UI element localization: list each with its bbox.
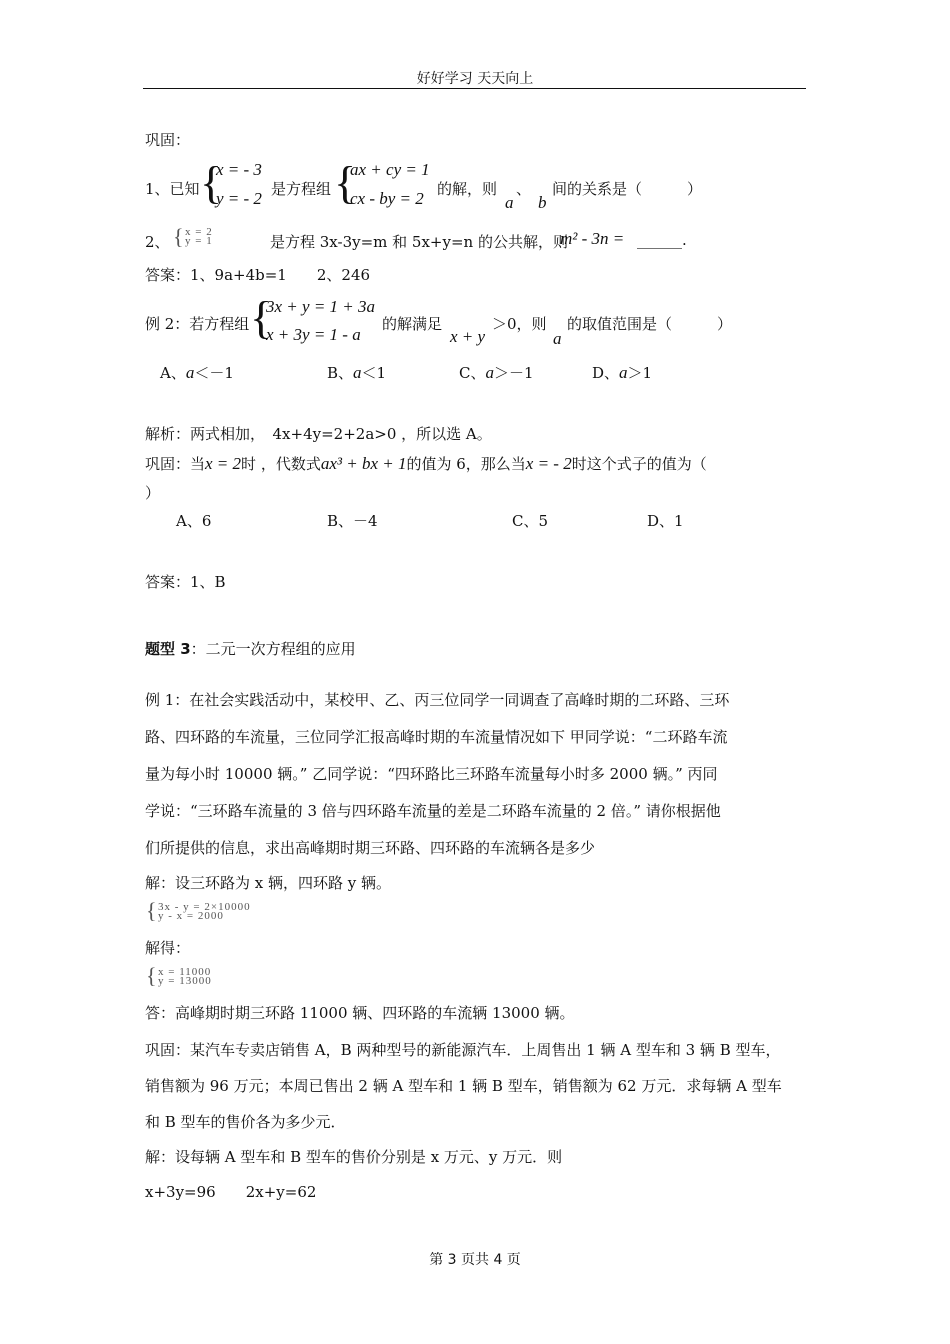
q2-brace: { bbox=[173, 224, 184, 249]
q1-sys2-line1: ax + cy = 1 bbox=[350, 160, 430, 179]
c3-line2: 销售额为 96 万元；本周已售出 2 辆 A 型车和 1 辆 B 型车，销售额为 62 万元．求每辆 A 型车 bbox=[145, 1077, 782, 1095]
ex2-analysis: 解析：两式相加， 4x+4y=2+2a>0 ，所以选 A。 bbox=[145, 425, 492, 443]
q2-blur-line2: y = 1 bbox=[185, 235, 213, 247]
ex1-line3: 量为每小时 10000 辆。” 乙同学说：“四环路比三环路车流量每小时多 2000 辆。” 丙同 bbox=[145, 765, 718, 783]
q2-prefix: 2、 bbox=[145, 233, 170, 251]
q1-var-a: a bbox=[505, 193, 514, 212]
ex1-line4: 学说：“三环路车流量的 3 倍与四环路车流量的差是二环路车流量的 2 倍。” 请你根据他 bbox=[145, 802, 721, 820]
c3-line3: 和 B 型车的售价各为多少元． bbox=[145, 1113, 346, 1131]
c2-close-paren: ） bbox=[145, 484, 161, 502]
ex2-var: a bbox=[553, 329, 562, 348]
page-footer: 第 3 页共 4 页 bbox=[429, 1252, 521, 1268]
ex1-solution: 解：设三环路为 x 辆，四环路 y 辆。 bbox=[145, 874, 392, 892]
topic3-title: 题型 3：二元一次方程组的应用 bbox=[145, 640, 356, 658]
ex2-tail: 的取值范围是（ ） bbox=[567, 315, 733, 333]
q1-mid: 是方程组 bbox=[271, 180, 332, 198]
c3-solution: 解：设每辆 A 型车和 B 型车的售价分别是 x 万元、y 万元．则 bbox=[145, 1148, 563, 1166]
q1-sys1-line2: y = - 2 bbox=[216, 189, 262, 208]
c2-option-d: D、1 bbox=[647, 512, 684, 530]
ex1-sys-line1: 3x - y = 2×10000 bbox=[158, 901, 251, 913]
ex2-cond2: ＞0，则 bbox=[492, 315, 547, 333]
q2-text: 是方程 3x-3y=m 和 5x+y=n 的公共解，则 bbox=[270, 233, 568, 251]
q2-blur-line1: x = 2 bbox=[185, 226, 213, 238]
ex2-option-a: A、a＜－1 bbox=[160, 363, 234, 382]
q1-prefix: 1、已知 bbox=[145, 180, 200, 198]
ex1-res-brace: { bbox=[146, 963, 157, 988]
c2-option-a: A、6 bbox=[176, 512, 212, 530]
ex2-prefix: 例 2：若方程组 bbox=[145, 315, 250, 333]
header-rule bbox=[143, 88, 806, 89]
page-header: 好好学习 天天向上 bbox=[416, 71, 534, 87]
ex1-line5: 们所提供的信息，求出高峰期时期三环路、四环路的车流辆各是多少 bbox=[145, 839, 596, 857]
c2-option-b: B、－4 bbox=[327, 512, 378, 530]
q1-brace-1: { bbox=[200, 157, 223, 208]
c3-line1: 巩固：某汽车专卖店销售 A，B 两种型号的新能源汽车．上周售出 1 辆 A 型车和 3 辆 B 型车， bbox=[145, 1041, 781, 1059]
ex2-mid: 的解满足 bbox=[382, 315, 443, 333]
q2-expr: m² - 3n = bbox=[560, 229, 625, 248]
c2-line1: 巩固：当x = 2时 ，代数式ax³ + bx + 1的值为 6，那么当x = - 2时这个式子的值为（ bbox=[145, 454, 707, 473]
ex2-option-d: D、a＞1 bbox=[592, 363, 653, 382]
q1-sys2-line2: cx - by = 2 bbox=[350, 189, 424, 208]
consolidate-heading: 巩固： bbox=[145, 131, 191, 149]
q1-var-b: b bbox=[538, 193, 547, 212]
ex1-sys-line2: y - x = 2000 bbox=[158, 910, 224, 922]
ex1-line2: 路、四环路的车流量，三位同学汇报高峰时期的车流量情况如下 甲同学说：“二环路车流 bbox=[145, 728, 728, 746]
ex2-sys-line2: x + 3y = 1 - a bbox=[266, 325, 361, 344]
ex2-brace: { bbox=[250, 292, 273, 343]
ex1-solved: 解得： bbox=[145, 939, 191, 957]
q1-sep: 、 bbox=[516, 180, 532, 198]
ex2-option-c: C、a＞－1 bbox=[459, 363, 534, 382]
ex2-option-b: B、a＜1 bbox=[327, 363, 387, 382]
ex1-res-line1: x = 11000 bbox=[158, 966, 212, 978]
q1-sys1-line1: x = - 3 bbox=[216, 160, 262, 179]
q1-brace-2: { bbox=[334, 157, 357, 208]
q2-blank: ______. bbox=[637, 231, 687, 249]
ex1-sys-brace: { bbox=[146, 898, 157, 923]
q1-suffix: 的解，则 bbox=[437, 180, 498, 198]
ex2-cond: x + y bbox=[450, 327, 486, 346]
answer-1: 答案：1、9a+4b=1 2、246 bbox=[145, 266, 371, 284]
c3-equations: x+3y=96 2x+y=62 bbox=[145, 1183, 317, 1201]
c2-option-c: C、5 bbox=[512, 512, 549, 530]
ex1-line1: 例 1：在社会实践活动中，某校甲、乙、丙三位同学一同调查了高峰时期的二环路、三环 bbox=[145, 691, 730, 709]
ex1-answer: 答：高峰期时期三环路 11000 辆、四环路的车流辆 13000 辆。 bbox=[145, 1004, 575, 1022]
q1-tail: 间的关系是（ ） bbox=[552, 180, 703, 198]
ex2-sys-line1: 3x + y = 1 + 3a bbox=[266, 297, 376, 316]
ex1-res-line2: y = 13000 bbox=[158, 975, 212, 987]
c2-answer: 答案：1、B bbox=[145, 573, 226, 591]
